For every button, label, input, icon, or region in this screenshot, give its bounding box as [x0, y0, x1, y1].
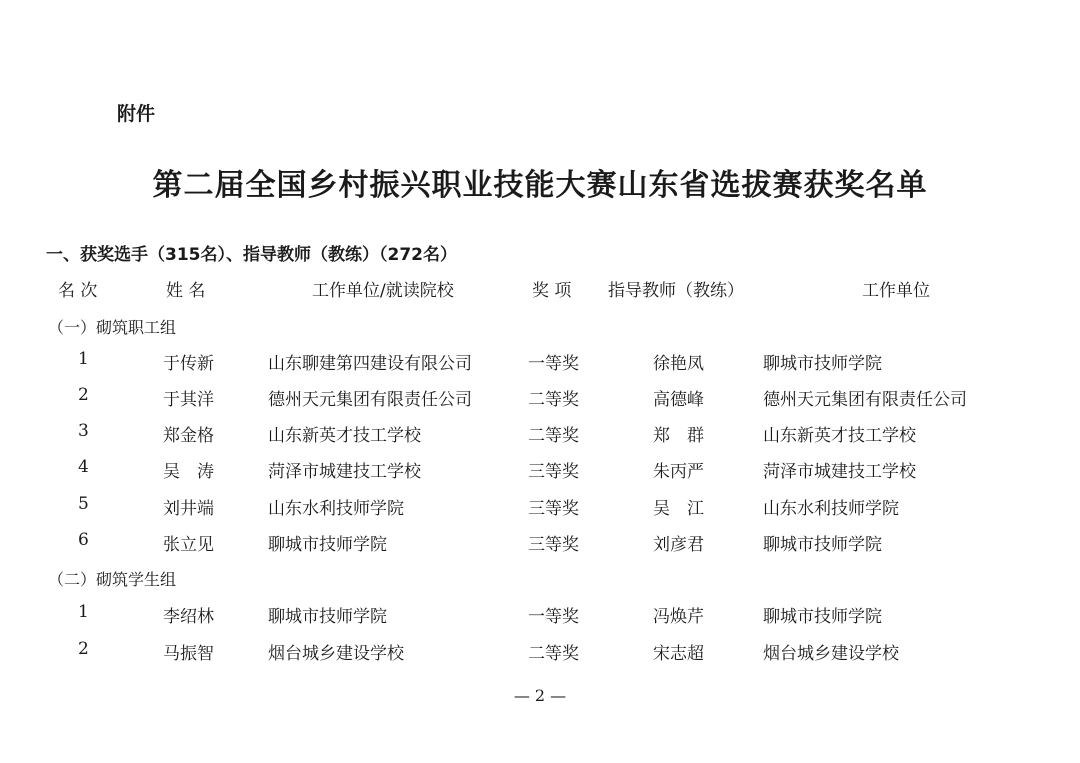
award-cell: 三等奖: [528, 462, 579, 482]
teacher-cell: 吴 江: [653, 499, 704, 519]
award-cell: 二等奖: [528, 644, 579, 664]
award-cell: 三等奖: [528, 499, 579, 519]
award-cell: 二等奖: [528, 426, 579, 446]
award-cell: 二等奖: [528, 390, 579, 410]
name-cell: 刘井端: [163, 499, 214, 519]
unit-cell: 烟台城乡建设学校: [268, 644, 404, 664]
table-row: [0, 421, 1080, 451]
teacher-unit-cell: 聊城市技师学院: [763, 535, 882, 555]
teacher-unit-cell: 菏泽市城建技工学校: [763, 462, 916, 482]
unit-cell: 山东水利技师学院: [268, 499, 404, 519]
teacher-cell: 宋志超: [653, 644, 704, 664]
teacher-unit-cell: 烟台城乡建设学校: [763, 644, 899, 664]
column-header-award: 奖 项: [532, 281, 572, 301]
award-cell: 三等奖: [528, 535, 579, 555]
name-cell: 李绍林: [163, 607, 214, 627]
name-cell: 张立见: [163, 535, 214, 555]
rank-cell: 5: [78, 494, 89, 514]
teacher-cell: 朱丙严: [653, 462, 704, 482]
table-row: [0, 602, 1080, 632]
page-number: — 2 —: [513, 686, 567, 705]
rank-cell: 2: [78, 639, 89, 659]
group-label: （二）砌筑学生组: [48, 570, 177, 589]
teacher-unit-cell: 德州天元集团有限责任公司: [763, 390, 967, 410]
column-header-unit: 工作单位/就读院校: [312, 281, 454, 301]
rank-cell: 1: [78, 602, 89, 622]
rank-cell: 3: [78, 421, 89, 441]
name-cell: 吴 涛: [163, 462, 214, 482]
rank-cell: 2: [78, 385, 89, 405]
unit-cell: 山东聊建第四建设有限公司: [268, 354, 472, 374]
rank-cell: 6: [78, 530, 89, 550]
rank-cell: 4: [78, 457, 89, 477]
name-cell: 于传新: [163, 354, 214, 374]
unit-cell: 德州天元集团有限责任公司: [268, 390, 472, 410]
name-cell: 于其洋: [163, 390, 214, 410]
teacher-cell: 高德峰: [653, 390, 704, 410]
teacher-unit-cell: 山东水利技师学院: [763, 499, 899, 519]
teacher-cell: 冯焕芹: [653, 607, 704, 627]
table-row: [0, 457, 1080, 487]
table-row: [0, 530, 1080, 560]
table-row: [0, 385, 1080, 415]
teacher-cell: 刘彦君: [653, 535, 704, 555]
unit-cell: 山东新英才技工学校: [268, 426, 421, 446]
teacher-unit-cell: 聊城市技师学院: [763, 607, 882, 627]
teacher-cell: 郑 群: [653, 426, 704, 446]
teacher-unit-cell: 山东新英才技工学校: [763, 426, 916, 446]
unit-cell: 聊城市技师学院: [268, 535, 387, 555]
award-cell: 一等奖: [528, 354, 579, 374]
column-header-rank: 名 次: [58, 281, 98, 301]
teacher-unit-cell: 聊城市技师学院: [763, 354, 882, 374]
attachment-label: 附件: [117, 103, 156, 125]
unit-cell: 聊城市技师学院: [268, 607, 387, 627]
table-row: [0, 349, 1080, 379]
column-header-name: 姓 名: [166, 281, 206, 301]
name-cell: 郑金格: [163, 426, 214, 446]
column-header-teacher: 指导教师（教练）: [608, 281, 744, 301]
rank-cell: 1: [78, 349, 89, 369]
teacher-cell: 徐艳凤: [653, 354, 704, 374]
group-label: （一）砌筑职工组: [48, 318, 177, 337]
unit-cell: 菏泽市城建技工学校: [268, 462, 421, 482]
column-header-teacher-unit: 工作单位: [862, 281, 930, 301]
section-heading: 一、获奖选手（315名）、指导教师（教练）（272名）: [46, 245, 457, 265]
table-row: [0, 639, 1080, 669]
document-title: 第二届全国乡村振兴职业技能大赛山东省选拔赛获奖名单: [152, 168, 928, 203]
table-row: [0, 494, 1080, 524]
name-cell: 马振智: [163, 644, 214, 664]
award-cell: 一等奖: [528, 607, 579, 627]
